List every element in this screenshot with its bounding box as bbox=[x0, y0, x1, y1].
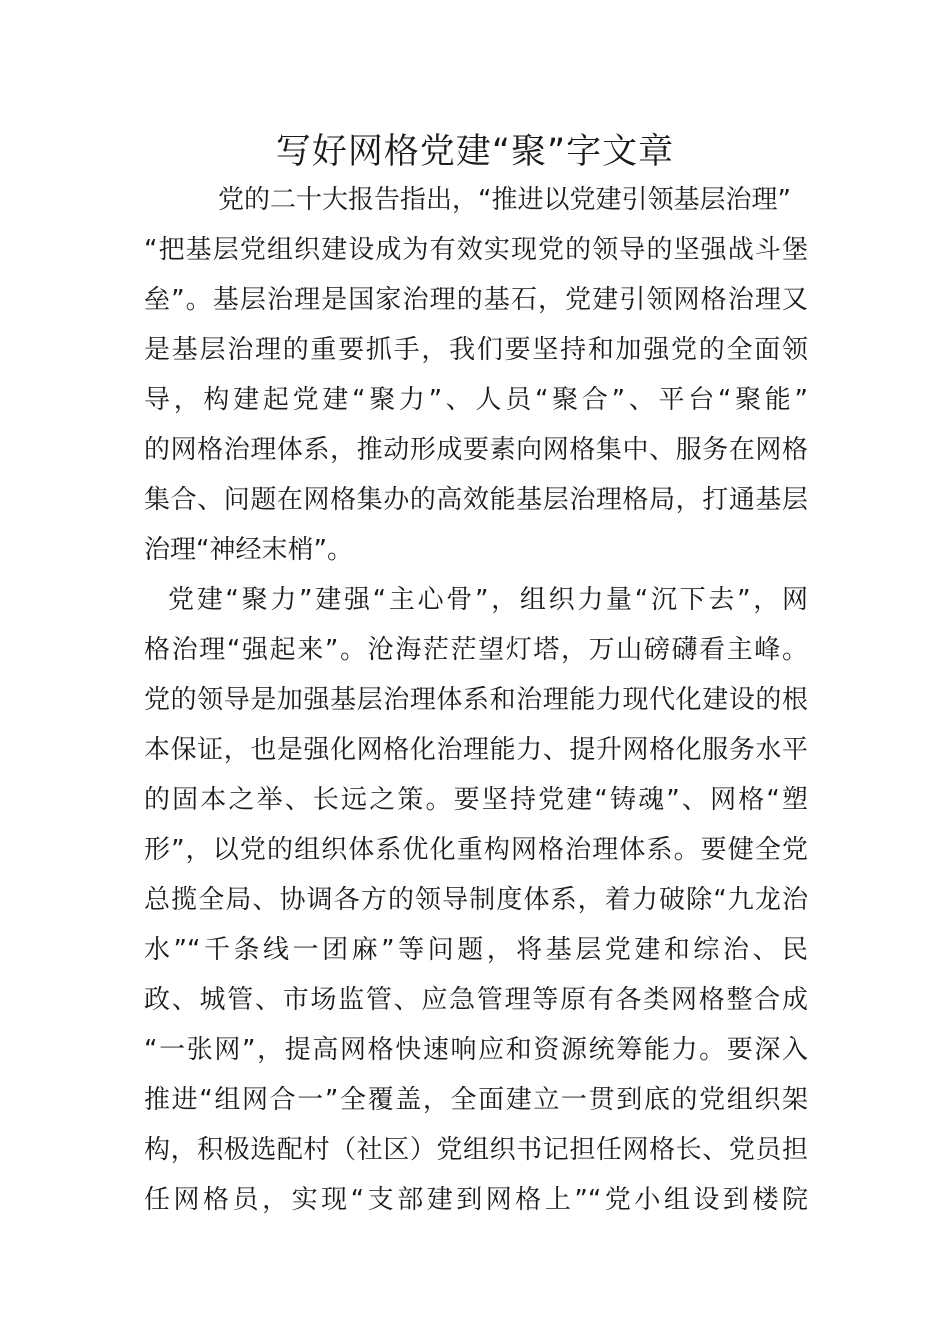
paragraph-1-line-1: 党的二十大报告指出，“推进以党建引领基层治理” bbox=[218, 185, 791, 215]
paragraph-2-line-7: 总揽全局、协调各方的领导制度体系，着力破除“九龙治 bbox=[144, 885, 808, 915]
paragraph-1-line-4: 是基层治理的重要抓手，我们要坚持和加强党的全面领 bbox=[144, 335, 808, 365]
paragraph-2-line-3: 党的领导是加强基层治理体系和治理能力现代化建设的根 bbox=[144, 685, 808, 715]
paragraph-2-line-13: 任网格员，实现“支部建到网格上”“党小组设到楼院 bbox=[144, 1185, 808, 1215]
paragraph-2-line-9: 政、城管、市场监管、应急管理等原有各类网格整合成 bbox=[144, 985, 808, 1015]
paragraph-2-line-6: 形”，以党的组织体系优化重构网格治理体系。要健全党 bbox=[144, 835, 808, 865]
paragraph-1-line-8: 治理“神经末梢”。 bbox=[144, 535, 353, 565]
paragraph-2-line-8: 水”“千条线一团麻”等问题，将基层党建和综治、民 bbox=[144, 935, 808, 965]
paragraph-1-line-6: 的网格治理体系，推动形成要素向网格集中、服务在网格 bbox=[144, 435, 808, 465]
paragraph-2-line-1: 党建“聚力”建强“主心骨”，组织力量“沉下去”，网 bbox=[168, 585, 808, 615]
paragraph-1-line-2: “把基层党组织建设成为有效实现党的领导的坚强战斗堡 bbox=[144, 235, 808, 265]
paragraph-2-line-5: 的固本之举、长远之策。要坚持党建“铸魂”、网格“塑 bbox=[144, 785, 808, 815]
paragraph-2-line-11: 推进“组网合一”全覆盖，全面建立一贯到底的党组织架 bbox=[144, 1085, 808, 1115]
paragraph-2-line-10: “一张网”，提高网格快速响应和资源统筹能力。要深入 bbox=[144, 1035, 808, 1065]
paragraph-2-line-2: 格治理“强起来”。沧海茫茫望灯塔，万山磅礴看主峰。 bbox=[144, 635, 808, 665]
document-title: 写好网格党建“聚”字文章 bbox=[275, 132, 675, 172]
paragraph-1-line-5: 导，构建起党建“聚力”、人员“聚合”、平台“聚能” bbox=[144, 385, 808, 415]
paragraph-2-line-12: 构，积极选配村（社区）党组织书记担任网格长、党员担 bbox=[144, 1135, 808, 1165]
paragraph-2-line-4: 本保证，也是强化网格化治理能力、提升网格化服务水平 bbox=[144, 735, 808, 765]
paragraph-1-line-3: 垒”。基层治理是国家治理的基石，党建引领网格治理又 bbox=[144, 285, 808, 315]
paragraph-1-line-7: 集合、问题在网格集办的高效能基层治理格局，打通基层 bbox=[144, 485, 808, 515]
